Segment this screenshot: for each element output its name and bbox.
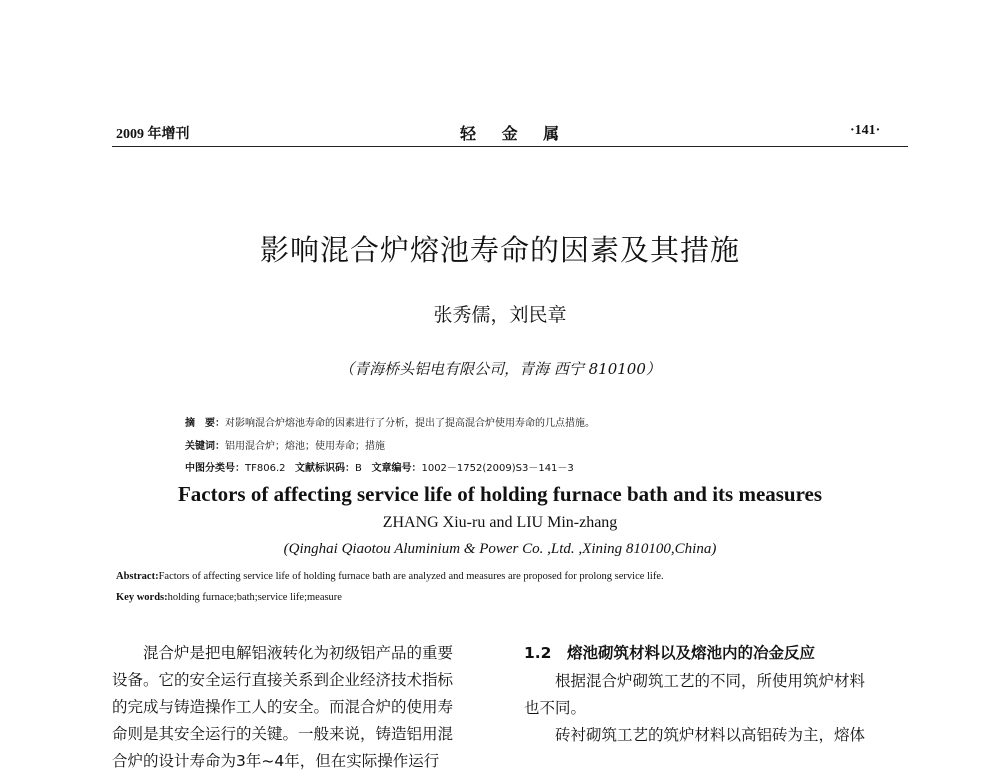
keywords-cn [185,437,385,452]
classification-line [185,459,574,474]
body-column-right [524,640,910,749]
affiliation-cn: （青海桥头铝电有限公司，青海 西宁 810100） [339,360,661,378]
doc-code-label: 文献标识码： [295,463,356,474]
body-line: 合炉的设计寿命为3年~4年，但在实际操作运行 [112,752,440,770]
running-header-year: 2009 年增刊 [116,127,190,142]
abstract-cn-label: 摘 要： [185,418,225,429]
abstract-en-text: Factors of affecting service life of holding furnace bath are analyzed and measures are proposed for prolong service life. [158,571,664,582]
keywords-cn-label: 关键词： [185,441,225,452]
abstract-en [116,571,664,582]
abstract-cn [185,414,595,429]
keywords-en [116,592,342,603]
article-no-label: 文章编号： [371,463,422,474]
keywords-en-label: Key words: [116,592,168,603]
body-line: 根据混合炉砌筑工艺的不同，所使用筑炉材料 [555,672,866,690]
article-no-value: 1002－1752(2009)S3－141－3 [421,463,574,474]
body-line: 的完成与铸造操作工人的安全。而混合炉的使用寿 [112,698,454,716]
paper-title-en: Factors of affecting service life of holding furnace bath and its measures [177,482,823,506]
abstract-cn-text: 对影响混合炉熔池寿命的因素进行了分析，提出了提高混合炉使用寿命的几点措施。 [225,418,595,429]
paper-title-cn: 影响混合炉熔池寿命的因素及其措施 [259,233,740,267]
authors-en: ZHANG Xiu-ru and LIU Min-zhang [382,514,618,531]
body-line: 混合炉是把电解铝液转化为初级铝产品的重要 [143,644,454,662]
page-number: ·141· [850,123,881,138]
body-line: 砖衬砌筑工艺的筑炉材料以高铝砖为主，熔体 [555,726,866,744]
header-rule [112,146,908,147]
authors-cn: 张秀儒，刘民章 [433,304,567,326]
clc-label: 中图分类号： [185,463,245,474]
body-column-left [112,640,492,775]
section-heading: 1.2 熔池砌筑材料以及熔池内的冶金反应 [524,644,815,662]
affiliation-en: (Qinghai Qiaotou Aluminium & Power Co. ,Ltd. ,Xining 810100,China) [283,541,717,557]
body-line: 命则是其安全运行的关键。一般来说，铸造铝用混 [112,725,454,743]
doc-code-value: B [355,463,362,474]
keywords-en-text: holding furnace;bath;service life;measure [167,592,342,603]
abstract-en-label: Abstract: [116,571,159,582]
clc-value: TF806.2 [245,463,286,474]
running-header-journal: 轻 金 属 [460,124,570,143]
keywords-cn-text: 铝用混合炉；熔池；使用寿命；措施 [225,441,385,452]
body-line: 也不同。 [524,699,587,717]
body-line: 设备。它的安全运行直接关系到企业经济技术指标 [112,671,454,689]
